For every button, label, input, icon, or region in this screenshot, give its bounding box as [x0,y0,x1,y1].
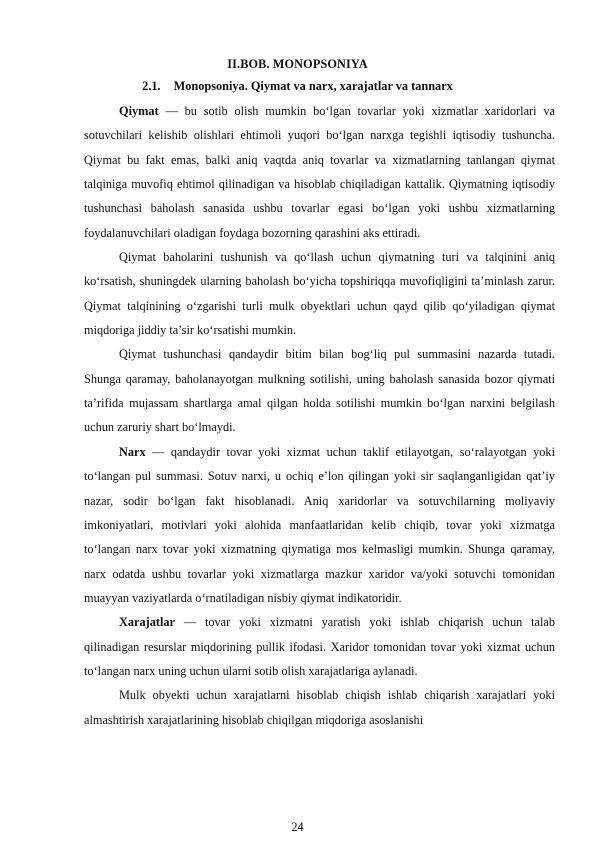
paragraph-text: — tovar yoki xizmatni yaratish yoki ishlab chiqarish uchun talab qilinadigan resurslar miqdorining pullik ifodasi. Xaridor tomonidan tovar yoki xizmat uchun to‘langan narx uning uchun ularni sotib olish xarajatlariga aylanadi. [84,615,555,678]
section-title: Monopsoniya. Qiymat va narx, xarajatlar va tannarx [173,79,453,93]
paragraph-text: Qiymat baholarini tushunish va qo‘llash uchun qiymatning turi va talqinini aniq ko‘rsatish, shuningdek ularning baholash bo‘yicha topshiriqqa muvofiqligini ta’minlash zarur. Qiymat talqinining o‘zgarishi turli mulk obyektlari uchun qayd qilib qo‘yiladigan qiymat miqdoriga jiddiy ta’sir ko‘rsatishi mumkin. [84,250,555,338]
paragraph-text: Qiymat tushunchasi qandaydir bitim bilan bog‘liq pul summasini nazarda tutadi. Shunga qaramay, baholanayotgan mulkning sotilishi, uning baholash sanasida bozor qiymati ta’rifida mujassam shartlarga amal qilgan holda sotilishi mumkin bo‘lgan narxini belgilash uchun zaruriy shart bo‘lmaydi. [84,347,555,435]
paragraph-qiymat-talqini [84,245,555,342]
paragraph-mulk-obyekti [84,683,555,732]
paragraph-text: Mulk obyekti uchun xarajatlarni hisoblab chiqish ishlab chiqarish xarajatlari yoki almashtirish xarajatlarining hisoblab chiqilgan miqdoriga asoslanishi [84,688,555,727]
term-narx: Narx [119,444,146,459]
term-xarajatlar: Xarajatlar [119,615,175,630]
paragraph-narx [84,440,555,610]
paragraph-xarajatlar [84,610,555,683]
body-text [84,99,555,732]
page-number: 24 [291,820,304,834]
paragraph-text: — bu sotib olish mumkin bo‘lgan tovarlar yoki xizmatlar xaridorlari va sotuvchilari kelishib olishlari ehtimoli yuqori bo‘lgan narxga tegishli iqtisodiy tushuncha. Qiymat bu fakt emas, balki aniq vaqtda aniq tovarlar va xizmatlarning tanlangan qiymat talqiniga muvofiq ehtimol qilinadigan va hisoblab chiqiladigan kattalik. Qiymatning iqtisodiy tushunchasi baholash sanasida ushbu tovarlar egasi bo‘lgan yoki ushbu xizmatlarning foydalanuvchilari oladigan foydaga bozorning qarashini aks ettiradi. [84,104,555,240]
paragraph-qiymat-tushunchasi [84,342,555,439]
paragraph-qiymat [84,99,555,245]
section-number: 2.1. [142,79,161,93]
term-qiymat: Qiymat [119,104,159,118]
chapter-title: II.BOB. MONOPSONIYA [227,57,368,71]
paragraph-text: — qandaydir tovar yoki xizmat uchun taklif etilayotgan, so‘ralayotgan yoki to‘langan pul summasi. Sotuv narxi, u ochiq e’lon qilingan yoki sir saqlanganligidan qat’iy nazar, sodir bo‘lgan fakt hisoblanadi. Aniq xaridorlar va sotuvchilarning moliyaviy imkoniyatlari, motivlari yoki alohida manfaatlaridan kelib chiqib, tovar yoki xizmatga to‘langan narx tovar yoki xizmatning qiymatiga mos kelmasligi mumkin. Shunga qaramay, narx odatda ushbu tovarlar yoki xizmatlarga mazkur xaridor va/yoki sotuvchi tomonidan muayyan vaziyatlarda o‘rnatiladigan nisbiy qiymat indikatoridir. [84,444,555,605]
section-heading [0,79,595,94]
